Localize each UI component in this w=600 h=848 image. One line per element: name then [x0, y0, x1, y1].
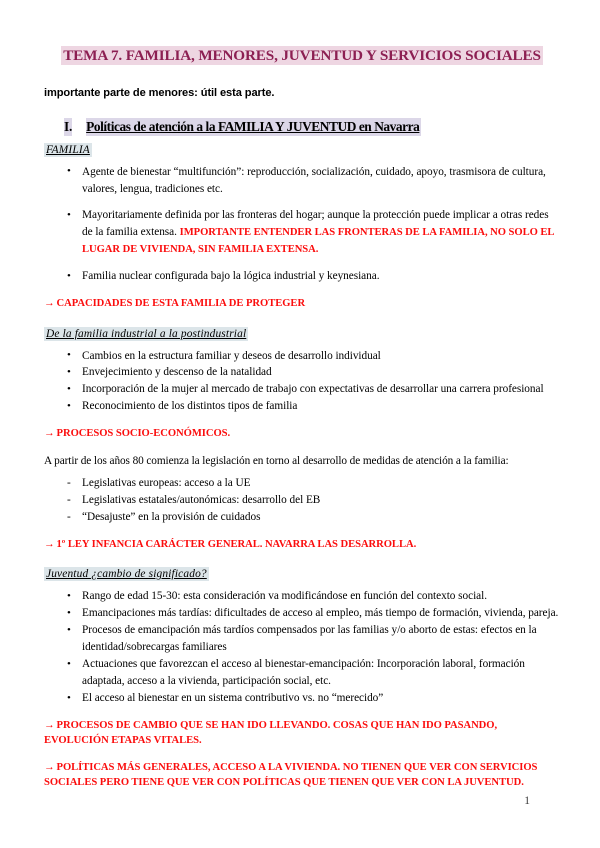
list-item-text: Legislativas estatales/autonómicas: desarrollo del EB	[82, 493, 321, 506]
list-item	[44, 381, 560, 398]
list-item	[44, 268, 560, 285]
list-item-text: Mayoritariamente definida por las fronteras del hogar; aunque la protección puede implicar a otras redes de la familia extensa.	[82, 209, 549, 239]
list-item-text: Agente de bienestar “multifunción”: reproducción, socialización, cuidado, apoyo, trasmisora de cultura, valores, lengua, tradiciones etc.	[82, 165, 546, 195]
arrow-right-icon: →	[44, 719, 55, 731]
subheading-familia	[44, 144, 560, 156]
list-item-text: Actuaciones que favorezcan el acceso al bienestar-emancipación: Incorporación laboral, formación adaptada, acceso a la vivienda, participación social, etc.	[82, 658, 525, 688]
legislacion-dash-list	[44, 475, 560, 526]
subheading-juventud	[44, 568, 560, 580]
list-item	[44, 348, 560, 365]
list-item	[44, 207, 560, 258]
list-item-text: Reconocimiento de los distintos tipos de familia	[82, 400, 298, 413]
list-item-text: “Desajuste” en la provisión de cuidados	[82, 510, 261, 523]
document-body	[44, 44, 560, 790]
list-item-text: Procesos de emancipación más tardíos compensados por las familias y/o aborto de estas: efectos en la identidad/sobrecargas familiares	[82, 624, 537, 654]
subheading-juventud-text: Juventud ¿cambio de significado?	[46, 568, 207, 581]
list-item-text: Familia nuclear configurada bajo la lógica industrial y keynesiana.	[82, 270, 380, 283]
list-item-text: El acceso al bienestar en un sistema contributivo vs. no “merecido”	[82, 692, 384, 705]
familia-bullet-list	[44, 164, 560, 286]
document-title	[44, 44, 560, 68]
list-item	[44, 475, 560, 492]
list-item-text: Legislativas europeas: acceso a la UE	[82, 476, 251, 489]
arrow-note-procesos-socioeconomicos	[44, 426, 560, 441]
list-item-text: Emancipaciones más tardías: dificultades de acceso al empleo, más tiempo de formación, vivienda, pareja.	[82, 607, 559, 620]
arrow-right-icon: →	[44, 539, 55, 551]
arrow-note-procesos-cambio	[44, 718, 560, 749]
list-item	[44, 656, 560, 690]
section-title: Políticas de atención a la FAMILIA Y JUVENTUD en Navarra	[86, 118, 420, 134]
list-item	[44, 622, 560, 656]
arrow-note-text: CAPACIDADES DE ESTA FAMILIA DE PROTEGER	[56, 298, 306, 310]
arrow-note-text: POLÍTICAS MÁS GENERALES, ACCESO A LA VIVIENDA. NO TIENEN QUE VER CON SERVICIOS SOCIALES PERO TIENE QUE VER CON POLÍTICAS QUE TIENEN QUE VER CON LA JUVENTUD.	[44, 761, 538, 789]
list-item	[44, 398, 560, 415]
document-note: importante parte de menores: útil esta parte.	[44, 86, 275, 99]
subheading-postindustrial	[44, 328, 560, 340]
list-item-text: Incorporación de la mujer al mercado de trabajo con expectativas de desarrollar una carrera profesional	[82, 383, 544, 396]
list-item	[44, 492, 560, 509]
list-item	[44, 690, 560, 707]
list-item	[44, 605, 560, 622]
arrow-note-text: PROCESOS SOCIO-ECONÓMICOS.	[56, 428, 231, 440]
section-heading	[44, 118, 560, 136]
arrow-right-icon: →	[44, 428, 55, 440]
arrow-note-text: PROCESOS DE CAMBIO QUE SE HAN IDO LLEVANDO. COSAS QUE HAN IDO PASANDO, EVOLUCIÓN ETAPAS VITALES.	[44, 719, 498, 747]
list-item	[44, 509, 560, 526]
section-number: I.	[64, 118, 73, 134]
list-item-text: Cambios en la estructura familiar y deseos de desarrollo individual	[82, 349, 381, 362]
subheading-postindustrial-text: De la familia industrial a la postindustrial	[46, 327, 247, 340]
arrow-right-icon: →	[44, 761, 55, 773]
arrow-note-capacidades	[44, 296, 560, 311]
list-item	[44, 588, 560, 605]
list-item-text: Envejecimiento y descenso de la natalidad	[82, 366, 272, 379]
document-title-text: TEMA 7. FAMILIA, MENORES, JUVENTUD Y SERVICIOS SOCIALES	[63, 47, 541, 64]
arrow-note-ley-infancia	[44, 537, 560, 552]
list-item	[44, 164, 560, 198]
arrow-note-text: 1º LEY INFANCIA CARÁCTER GENERAL. NAVARRA LAS DESARROLLA.	[56, 539, 417, 551]
arrow-right-icon: →	[44, 298, 55, 310]
list-item-red-emphasis: IMPORTANTE ENTENDER LAS FRONTERAS DE LA FAMILIA, NO SOLO EL LUGAR DE VIVIENDA, SIN FAMILIA EXTENSA.	[82, 227, 554, 256]
paragraph-legislacion: A partir de los años 80 comienza la legislación en torno al desarrollo de medidas de atención a la familia:	[44, 454, 509, 467]
postindustrial-bullet-list	[44, 348, 560, 416]
juventud-bullet-list	[44, 588, 560, 707]
arrow-note-politicas-generales	[44, 760, 560, 791]
list-item	[44, 364, 560, 381]
page-number: 1	[524, 795, 530, 807]
subheading-familia-text: FAMILIA	[46, 143, 90, 156]
list-item-text: Rango de edad 15-30: esta consideración va modificándose en función del contexto social.	[82, 590, 487, 603]
